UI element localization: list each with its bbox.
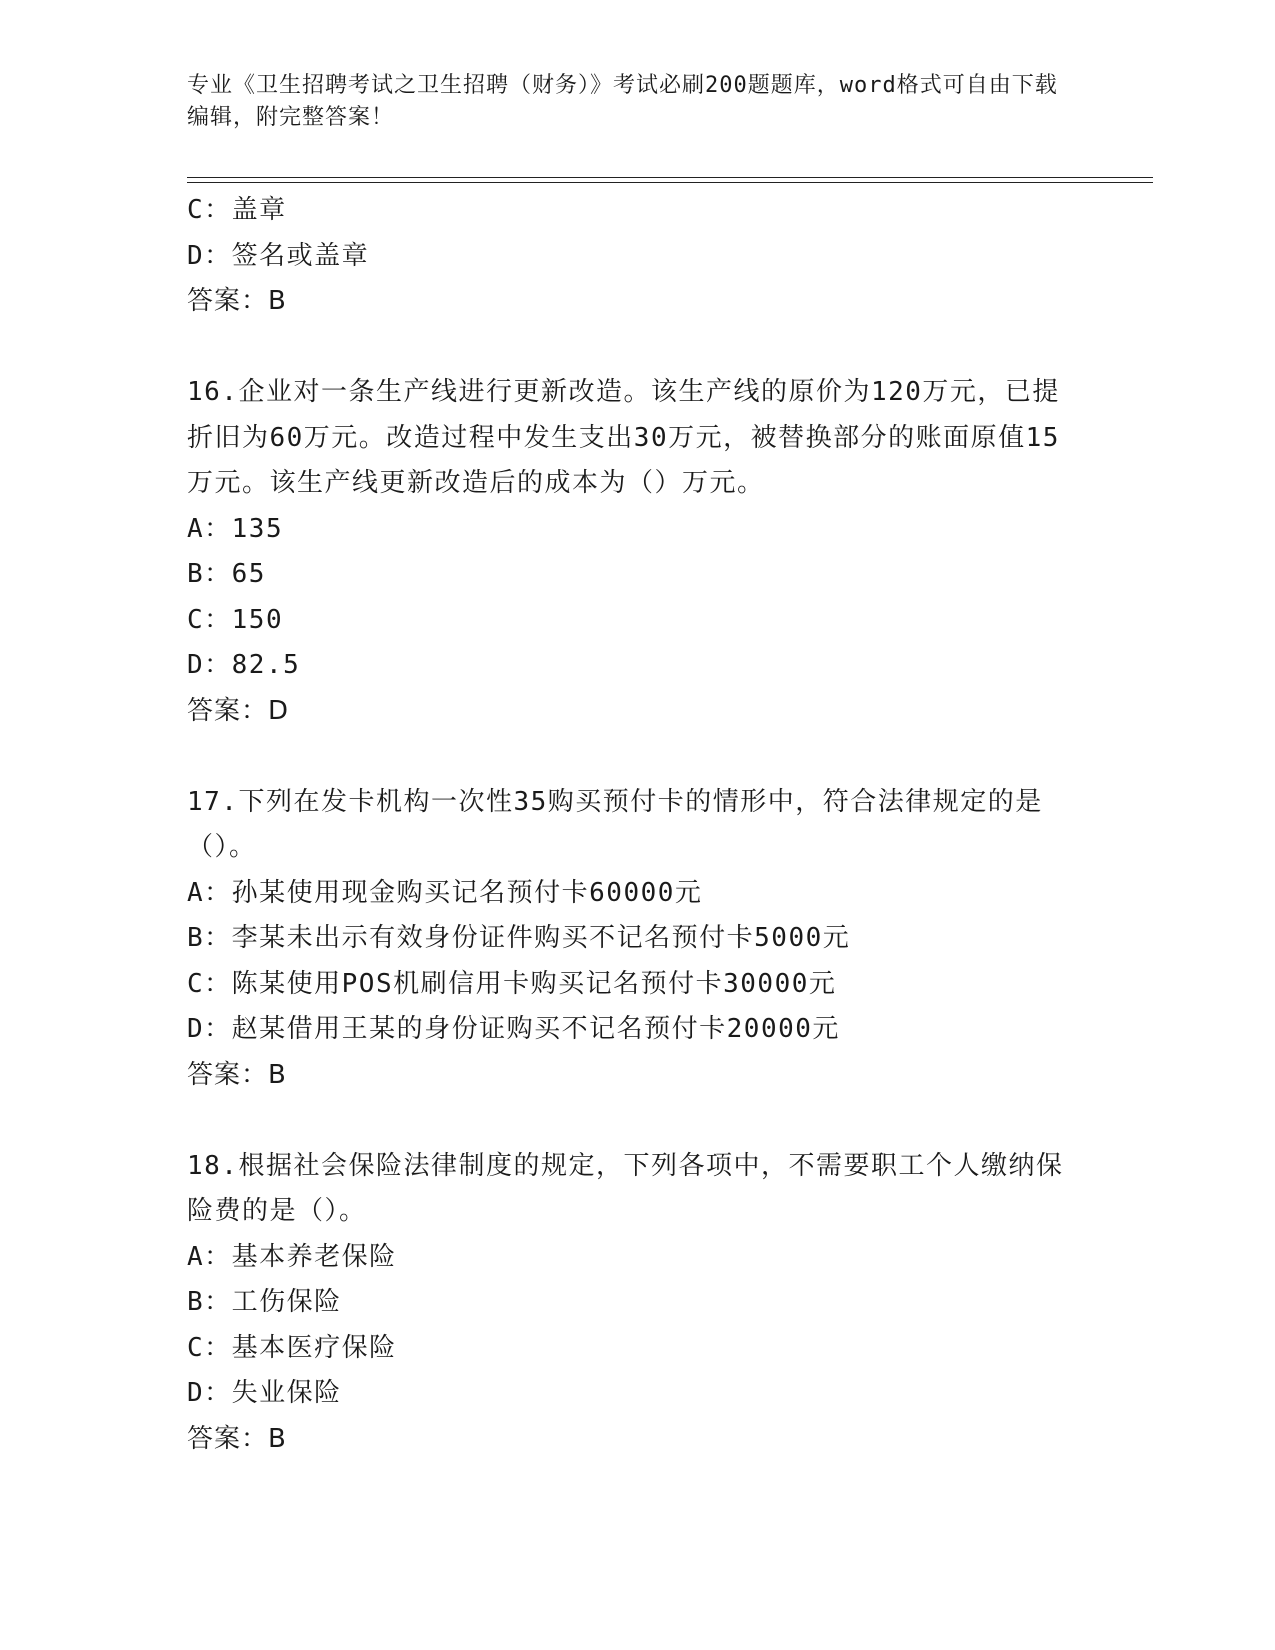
- option-d: D：82.5: [187, 650, 301, 680]
- option-d: D：签名或盖章: [187, 240, 370, 271]
- option-d: D：赵某借用王某的身份证购买不记名预付卡20000元: [187, 1014, 840, 1044]
- question-stem: 18.根据社会保险法律制度的规定，下列各项中，不需要职工个人缴纳保险费的是（）。: [187, 1150, 1064, 1226]
- answer-line: 答案：B: [187, 1423, 287, 1454]
- answer-line: 答案：D: [187, 695, 290, 726]
- option-d: D：失业保险: [187, 1378, 342, 1408]
- question-list: [187, 188, 1087, 1462]
- option-c: C：基本医疗保险: [187, 1332, 397, 1363]
- answer-line: 答案：B: [187, 1059, 287, 1090]
- option-a: A：孙某使用现金购买记名预付卡60000元: [187, 877, 703, 908]
- header-divider-secondary: [187, 182, 1153, 183]
- option-b: B：工伤保险: [187, 1287, 342, 1317]
- option-a: A：基本养老保险: [187, 1241, 397, 1272]
- header-divider: [187, 177, 1153, 178]
- option-a: A：135: [187, 513, 284, 544]
- option-c: C：陈某使用POS机刷信用卡购买记名预付卡30000元: [187, 968, 837, 999]
- spacer: [187, 325, 1087, 371]
- option-b: B：李某未出示有效身份证件购买不记名预付卡5000元: [187, 923, 851, 953]
- spacer: [187, 1098, 1087, 1144]
- document-header: 专业《卫生招聘考试之卫生招聘（财务）》考试必刷200题题库，word格式可自由下载编辑，附完整答案！: [187, 73, 1058, 130]
- question-17: [187, 780, 1087, 1099]
- option-c: C：150: [187, 604, 284, 635]
- option-c: C：盖章: [187, 195, 287, 225]
- spacer: [187, 734, 1087, 780]
- answer-line: 答案：B: [187, 286, 287, 316]
- question-stem: 16.企业对一条生产线进行更新改造。该生产线的原价为120万元，已提折旧为60万元。改造过程中发生支出30万元，被替换部分的账面原值15万元。该生产线更新改造后的成本为（）万元。: [187, 377, 1060, 498]
- question-16: [187, 370, 1087, 734]
- question-stem: 17.下列在发卡机构一次性35购买预付卡的情形中，符合法律规定的是（）。: [187, 786, 1043, 862]
- question-18: [187, 1144, 1087, 1463]
- option-b: B：65: [187, 559, 266, 589]
